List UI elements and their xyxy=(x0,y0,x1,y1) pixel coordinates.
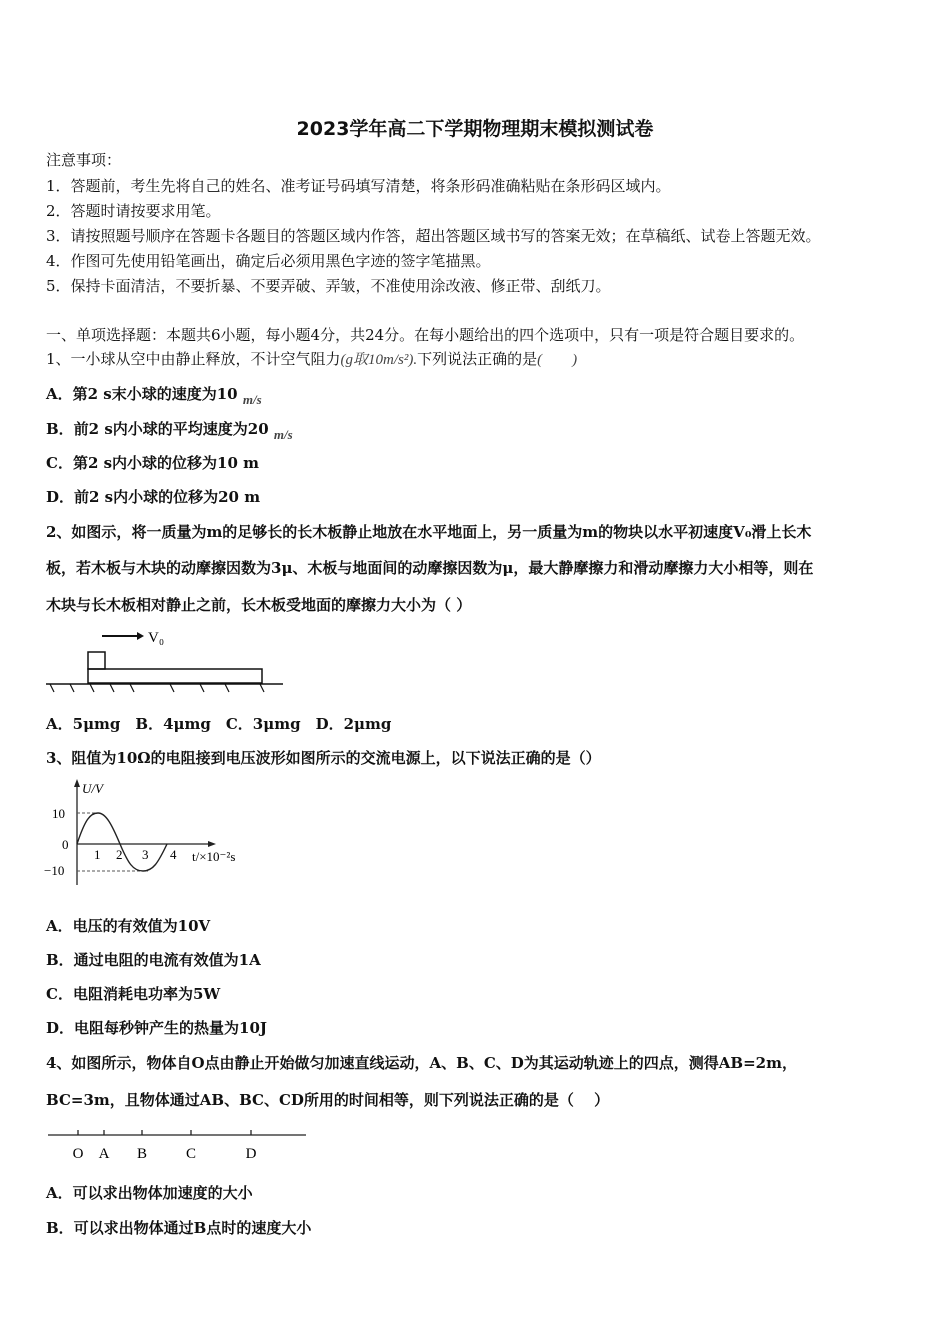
q4-line: 4、如图所示，物体自O点由静止开始做匀加速直线运动，A、B、C、D为其运动轨迹上的四点，测得AB=2m， xyxy=(46,1054,797,1072)
point-label: O xyxy=(72,1146,84,1162)
y-axis-label: U/V xyxy=(82,781,103,796)
q1-stem: 1、一小球从空中由静止释放，不计空气阻力(g取10m/s²).下列说法正确的是( ) xyxy=(46,350,578,368)
y-tick: 10 xyxy=(52,806,65,821)
x-axis-label: t/×10⁻²s xyxy=(192,849,236,864)
q4-figure xyxy=(44,1125,309,1170)
x-tick: 2 xyxy=(116,847,123,862)
q3-stem: 3、阻值为10Ω的电阻接到电压波形如图所示的交流电源上，以下说法正确的是（） xyxy=(46,749,601,767)
q2-figure xyxy=(40,620,300,700)
section-heading: 一、单项选择题：本题共6小题，每小题4分，共24分。在每小题给出的四个选项中，只有一项是符合题目要求的。 xyxy=(46,326,805,344)
q1-option-d: D．前2 s内小球的位移为20 m xyxy=(46,488,261,506)
q1-option-a: A．第2 s末小球的速度为10 m/s xyxy=(46,385,262,407)
note-item: 4．作图可先使用铅笔画出，确定后必须用黑色字迹的签字笔描黑。 xyxy=(46,252,491,270)
x-tick: 3 xyxy=(142,847,149,862)
q2-options: A．5μmg B．4μmg C．3μmg D．2μmg xyxy=(46,715,392,733)
page-title: 2023学年高二下学期物理期末模拟测试卷 xyxy=(296,118,654,140)
note-item: 1．答题前，考生先将自己的姓名、准考证号码填写清楚，将条形码准确粘贴在条形码区域内。 xyxy=(46,177,671,195)
point-label: D xyxy=(245,1146,257,1162)
q4-line: BC=3m，且物体通过AB、BC、CD所用的时间相等，则下列说法正确的是（ ） xyxy=(46,1091,610,1109)
velocity-label: V₀ xyxy=(148,630,165,646)
q3-option-a: A．电压的有效值为10V xyxy=(46,917,211,935)
note-item: 5．保持卡面清洁，不要折暴、不要弄破、弄皱，不准使用涂改液、修正带、刮纸刀。 xyxy=(46,277,611,295)
q4-option-b: B．可以求出物体通过B点时的速度大小 xyxy=(46,1219,312,1237)
x-tick: 1 xyxy=(94,847,101,862)
q3-option-b: B．通过电阻的电流有效值为1A xyxy=(46,951,261,969)
q2-line: 2、如图示，将一质量为m的足够长的长木板静止地放在水平地面上，另一质量为m的物块以水平初速度V₀滑上长木 xyxy=(46,523,812,541)
q2-line: 木块与长木板相对静止之前，长木板受地面的摩擦力大小为（ ） xyxy=(46,596,472,614)
point-label: C xyxy=(185,1146,197,1162)
note-item: 3．请按照题号顺序在答题卡各题目的答题区域内作答，超出答题区域书写的答案无效；在草稿纸、试卷上答题无效。 xyxy=(46,227,821,245)
y-tick: −10 xyxy=(44,863,65,878)
q3-option-d: D．电阻每秒钟产生的热量为10J xyxy=(46,1019,267,1037)
q2-line: 板，若木板与木块的动摩擦因数为3μ、木板与地面间的动摩擦因数为μ，最大静摩擦力和滑动摩擦力大小相等，则在 xyxy=(46,559,814,577)
notes-heading: 注意事项： xyxy=(46,151,122,169)
point-label: A xyxy=(98,1146,110,1162)
x-tick: 4 xyxy=(170,847,177,862)
q3-option-c: C．电阻消耗电功率为5W xyxy=(46,985,221,1003)
q1-option-c: C．第2 s内小球的位移为10 m xyxy=(46,454,260,472)
note-item: 2．答题时请按要求用笔。 xyxy=(46,202,221,220)
q3-voltage-graph xyxy=(40,775,270,890)
point-label: B xyxy=(136,1146,148,1162)
y-tick: 0 xyxy=(62,837,69,852)
q1-option-b: B．前2 s内小球的平均速度为20 m/s xyxy=(46,420,293,442)
q4-option-a: A．可以求出物体加速度的大小 xyxy=(46,1184,253,1202)
